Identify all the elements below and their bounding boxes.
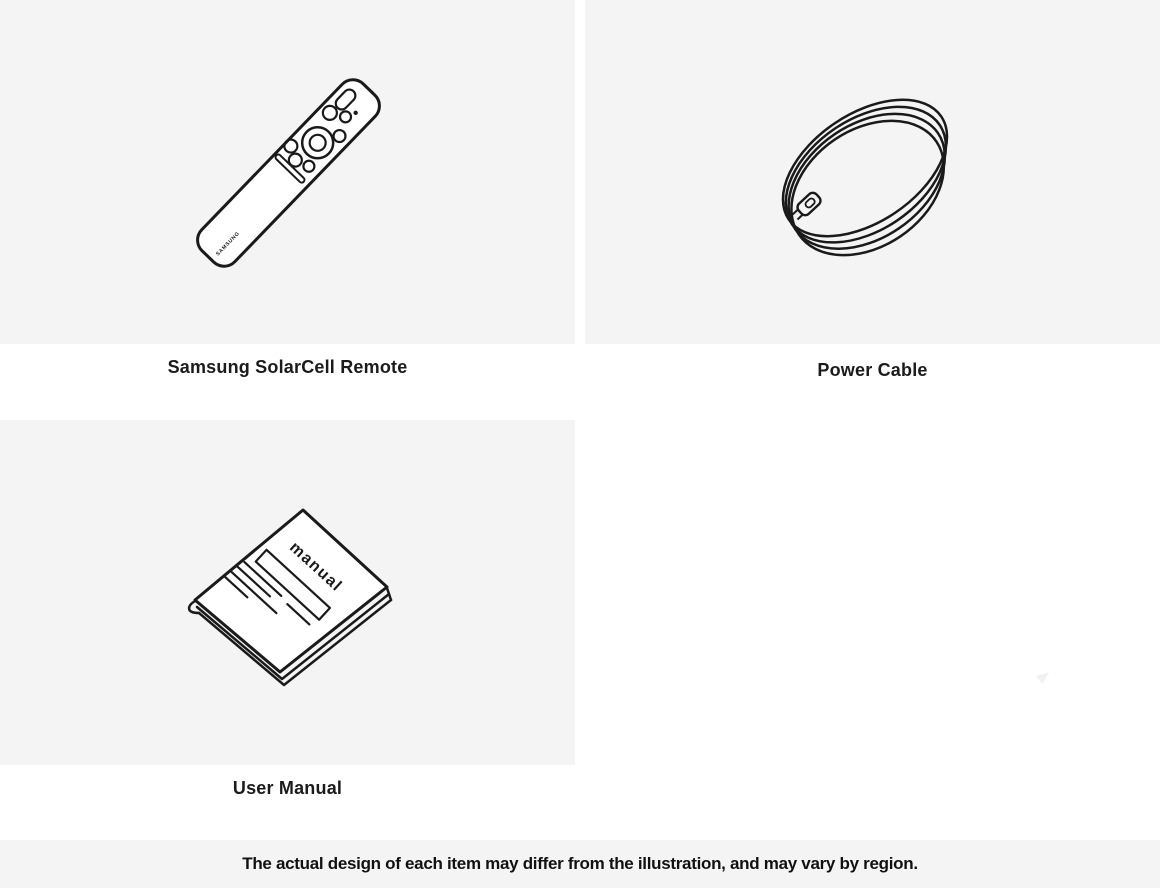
power-cable-illustration	[585, 0, 1160, 344]
remote-panel	[0, 0, 575, 344]
solarcell-remote-illustration	[0, 0, 575, 344]
cable-caption: Power Cable	[817, 360, 928, 380]
cable-coil	[759, 72, 985, 283]
manual-caption: User Manual	[232, 778, 343, 798]
cable-panel	[585, 0, 1160, 344]
cursor-artifact	[1036, 672, 1049, 684]
manual-panel	[0, 420, 575, 765]
cable-plug	[790, 191, 822, 222]
footer-note-strip	[0, 840, 1160, 888]
user-manual-illustration	[0, 420, 575, 765]
footer-note-text: The actual design of each item may differ from the illustration, and may vary by region.	[242, 854, 918, 873]
remote-body	[191, 73, 386, 272]
remote-brand-text: SAMSUNG	[215, 230, 242, 258]
remote-caption: Samsung SolarCell Remote	[167, 357, 408, 377]
manual-cover-text: manual	[286, 538, 346, 596]
manual-book	[189, 510, 391, 685]
